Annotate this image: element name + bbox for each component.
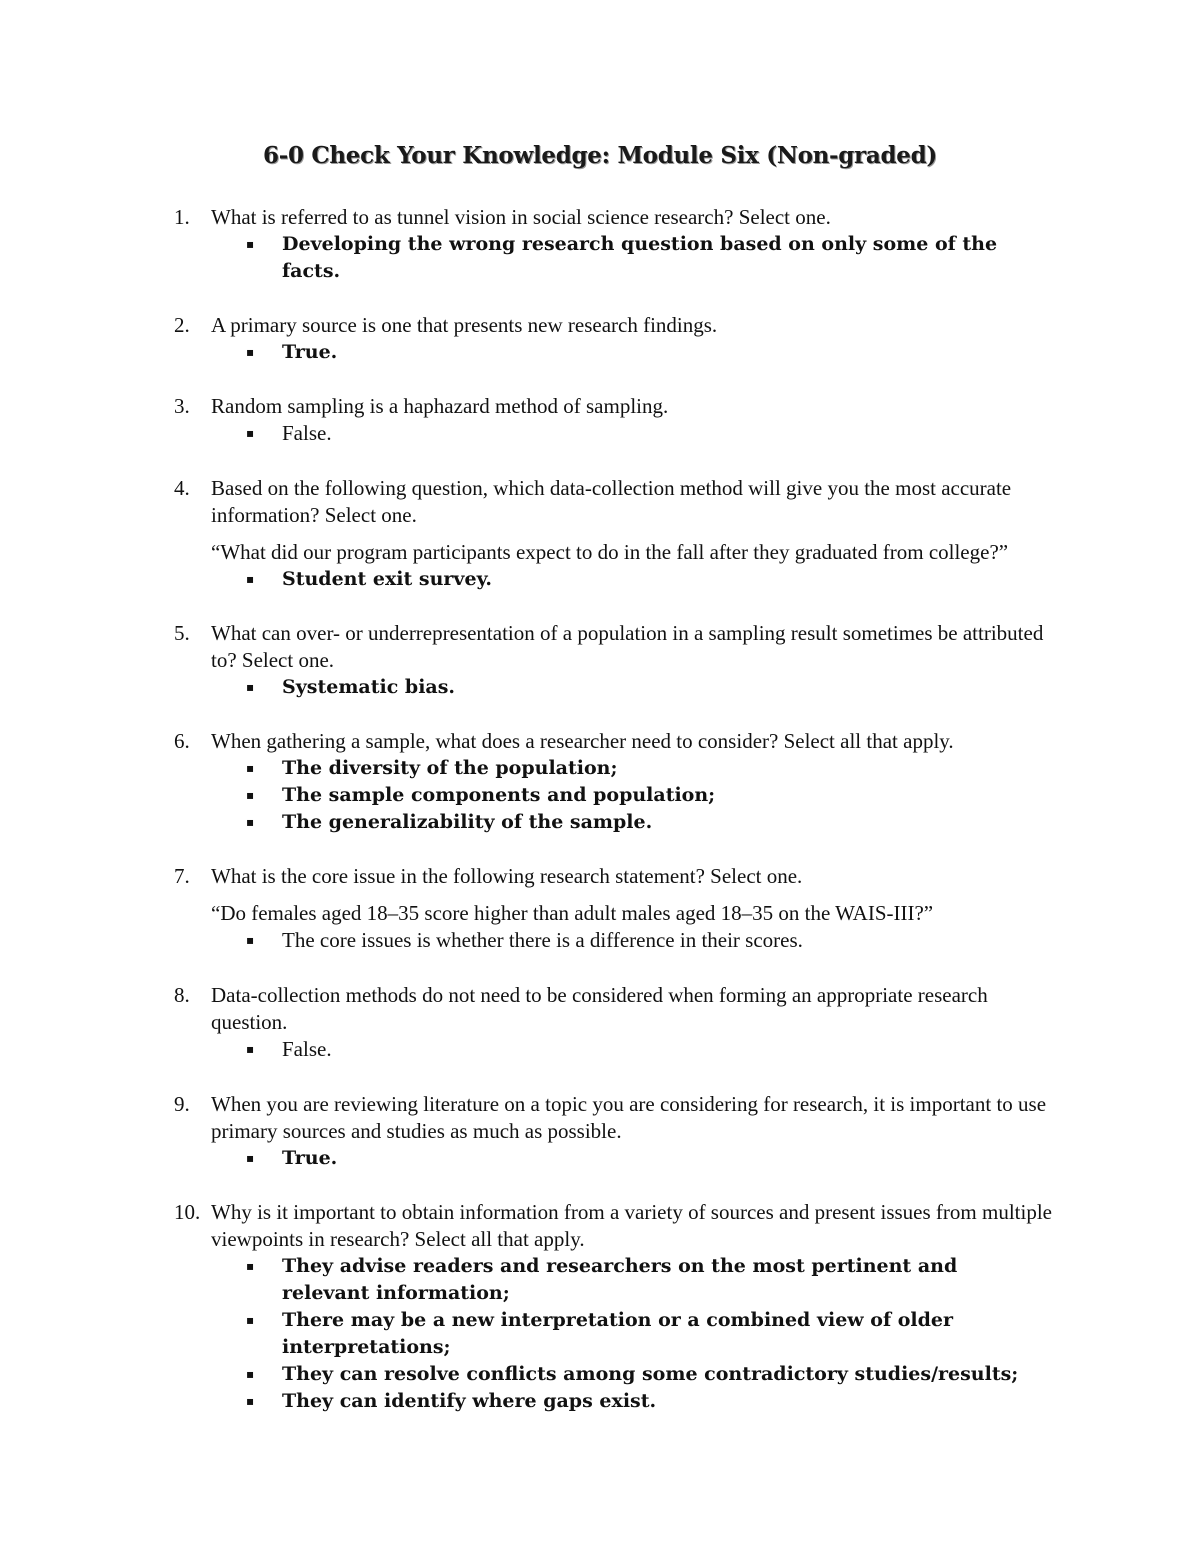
square-bullet-icon: ▪ [246,426,255,440]
page-title: 6-0 Check Your Knowledge: Module Six (Non-graded) [263,142,937,169]
answer-list [0,1253,1200,1415]
question-item [0,982,1200,1064]
answer-text: The sample components and population; [282,784,716,806]
question-number: 5. [174,621,190,645]
question-quote: “What did our program participants expect to do in the fall after they graduated from college?” [211,540,1009,564]
question-list [0,204,1200,1442]
answer-list [0,674,1200,701]
square-bullet-icon: ▪ [246,1313,255,1327]
question-text: Data-collection methods do not need to be considered when forming an appropriate research question. [211,983,988,1034]
question-text: Random sampling is a haphazard method of sampling. [211,394,669,418]
question-number: 3. [174,394,190,418]
answer-item [246,420,1042,448]
answer-text: The core issues is whether there is a difference in their scores. [282,928,803,952]
answer-text: There may be a new interpretation or a combined view of older interpretations; [282,1309,954,1358]
question-item [0,728,1200,836]
question-number: 9. [174,1092,190,1116]
question-text: When gathering a sample, what does a researcher need to consider? Select all that apply. [211,729,954,753]
question-item [0,1091,1200,1172]
answer-text: They can resolve conflicts among some contradictory studies/results; [282,1363,1019,1385]
question-text: Based on the following question, which data-collection method will give you the most accurate information? Select one. [211,476,1012,527]
square-bullet-icon: ▪ [246,1367,255,1381]
question-number: 6. [174,729,190,753]
answer-item [246,674,1042,701]
question-text: What can over- or underrepresentation of a population in a sampling result sometimes be attributed to? Select one. [211,621,1044,672]
square-bullet-icon: ▪ [246,345,255,359]
answer-item [246,755,1042,782]
question-item [0,475,1200,593]
answer-list [0,1036,1200,1064]
answer-item [246,566,1042,593]
answer-text: False. [282,421,332,445]
question-item [0,620,1200,701]
square-bullet-icon: ▪ [246,933,255,947]
answer-text: True. [282,1147,338,1169]
question-text: What is the core issue in the following research statement? Select one. [211,864,803,888]
square-bullet-icon: ▪ [246,680,255,694]
question-number: 2. [174,313,190,337]
answer-item [246,1036,1042,1064]
question-number: 7. [174,864,190,888]
question-item [0,312,1200,366]
question-text: Why is it important to obtain information from a variety of sources and present issues from multiple viewpoints in research? Select all that apply. [211,1200,1052,1251]
question-item [0,1199,1200,1415]
answer-item [246,927,1042,955]
question-quote: “Do females aged 18–35 score higher than adult males aged 18–35 on the WAIS-III?” [211,901,934,925]
question-number: 10. [174,1200,201,1224]
square-bullet-icon: ▪ [246,815,255,829]
question-text: A primary source is one that presents new research findings. [211,313,718,337]
answer-list [0,339,1200,366]
answer-item [246,1145,1042,1172]
question-item [0,204,1200,285]
question-item [0,863,1200,955]
square-bullet-icon: ▪ [246,788,255,802]
question-item [0,393,1200,448]
answer-text: True. [282,341,338,363]
answer-text: They advise readers and researchers on the most pertinent and relevant information; [282,1255,958,1304]
answer-list [0,231,1200,285]
answer-text: The diversity of the population; [282,757,618,779]
answer-list [0,927,1200,955]
square-bullet-icon: ▪ [246,1151,255,1165]
question-number: 8. [174,983,190,1007]
answer-text: They can identify where gaps exist. [282,1390,657,1412]
answer-list [0,566,1200,593]
square-bullet-icon: ▪ [246,1259,255,1273]
question-text: What is referred to as tunnel vision in social science research? Select one. [211,205,831,229]
answer-text: Systematic bias. [282,676,456,698]
square-bullet-icon: ▪ [246,237,255,251]
answer-item [246,809,1042,836]
answer-text: The generalizability of the sample. [282,811,653,833]
square-bullet-icon: ▪ [246,761,255,775]
answer-text: Student exit survey. [282,568,493,590]
question-number: 1. [174,205,190,229]
answer-item [246,1361,1042,1388]
answer-text: False. [282,1037,332,1061]
answer-item [246,1388,1042,1415]
answer-list [0,755,1200,836]
question-number: 4. [174,476,190,500]
answer-list [0,1145,1200,1172]
answer-text: Developing the wrong research question based on only some of the facts. [282,233,998,282]
square-bullet-icon: ▪ [246,572,255,586]
square-bullet-icon: ▪ [246,1042,255,1056]
question-text: When you are reviewing literature on a topic you are considering for research, it is important to use primary sources and studies as much as possible. [211,1092,1047,1143]
answer-item [246,782,1042,809]
answer-list [0,420,1200,448]
answer-item [246,231,1042,285]
answer-item [246,1253,1042,1307]
answer-item [246,339,1042,366]
answer-item [246,1307,1042,1361]
square-bullet-icon: ▪ [246,1394,255,1408]
